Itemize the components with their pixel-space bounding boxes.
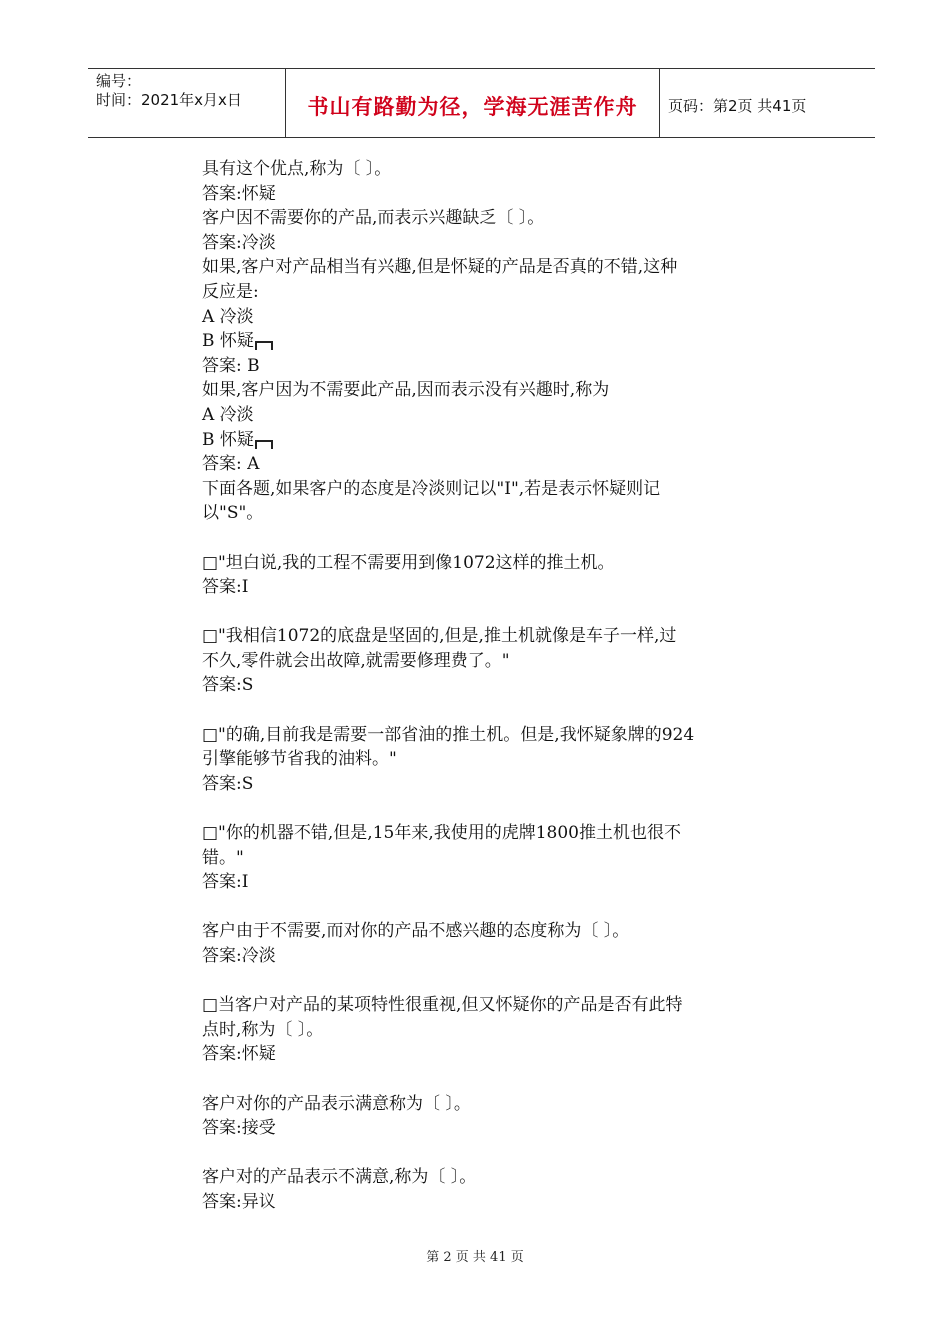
statement-line: 引擎能够节省我的油料。"	[202, 749, 397, 770]
question-line: 如果,客户对产品相当有兴趣,但是怀疑的产品是否真的不错,这种	[202, 257, 678, 278]
option-text: B 怀疑	[202, 429, 254, 450]
question-line: 反应是:	[202, 281, 259, 302]
page-header	[88, 68, 875, 138]
statement-line: 不久,零件就会出故障,就需要修理费了。"	[202, 650, 510, 671]
question-line: 如果,客户因为不需要此产品,因而表示没有兴趣时,称为	[202, 380, 610, 401]
answer-line: 答案:S	[202, 675, 254, 696]
answer-line: 答案: A	[202, 454, 260, 475]
header-motto: 书山有路勤为径，学海无涯苦作舟	[286, 69, 660, 137]
page-footer: 第 2 页 共 41 页	[426, 1250, 524, 1265]
statement-line: □"你的机器不错,但是,15年来,我使用的虎牌1800推土机也很不	[202, 823, 681, 844]
option-line: A 冷淡	[202, 404, 254, 425]
option-line: A 冷淡	[202, 306, 254, 327]
header-page-label: 页码：第2页 共41页	[668, 96, 807, 115]
question-line: □当客户对产品的某项特性很重视,但又怀疑你的产品是否有此特	[202, 995, 683, 1016]
question-line: 客户由于不需要,而对你的产品不感兴趣的态度称为〔 〕。	[202, 921, 630, 942]
question-line: 客户因不需要你的产品,而表示兴趣缺乏〔 〕。	[202, 208, 545, 229]
answer-line: 答案:接受	[202, 1118, 276, 1139]
answer-line: 答案:怀疑	[202, 183, 276, 204]
answer-line: 答案: B	[202, 355, 260, 376]
answer-line: 答案:冷淡	[202, 232, 276, 253]
statement-line: □"我相信1072的底盘是坚固的,但是,推土机就像是车子一样,过	[202, 626, 677, 647]
option-line	[202, 428, 772, 453]
instruction-line: 以"S"。	[202, 503, 264, 524]
question-line: 客户对你的产品表示满意称为〔 〕。	[202, 1093, 471, 1114]
answer-line: 答案:S	[202, 773, 254, 794]
statement-line: 错。"	[202, 847, 244, 868]
question-line: 客户对的产品表示不满意,称为〔 〕。	[202, 1167, 477, 1188]
header-meta	[88, 69, 286, 137]
answer-line: 答案:异议	[202, 1191, 276, 1212]
statement-line: □"坦白说,我的工程不需要用到像1072这样的推土机。	[202, 552, 615, 573]
document-body	[202, 157, 772, 1215]
question-line: 点时,称为〔 〕。	[202, 1019, 324, 1040]
option-line	[202, 329, 772, 354]
bracket-glyph-icon	[255, 341, 273, 350]
answer-line: 答案:怀疑	[202, 1044, 276, 1065]
option-text: B 怀疑	[202, 331, 254, 352]
answer-line: 答案:冷淡	[202, 946, 276, 966]
bracket-glyph-icon	[255, 440, 273, 449]
question-line: 具有这个优点,称为〔 〕。	[202, 159, 392, 179]
instruction-line: 下面各题,如果客户的态度是冷淡则记以"I",若是表示怀疑则记	[202, 478, 661, 499]
statement-line: □"的确,目前我是需要一部省油的推土机。但是,我怀疑象牌的924	[202, 724, 695, 745]
answer-line: 答案:I	[202, 872, 249, 893]
number-label: 编号：	[96, 72, 142, 90]
date-label: 时间：2021年x月x日	[96, 91, 242, 109]
answer-line: 答案:I	[202, 577, 249, 598]
